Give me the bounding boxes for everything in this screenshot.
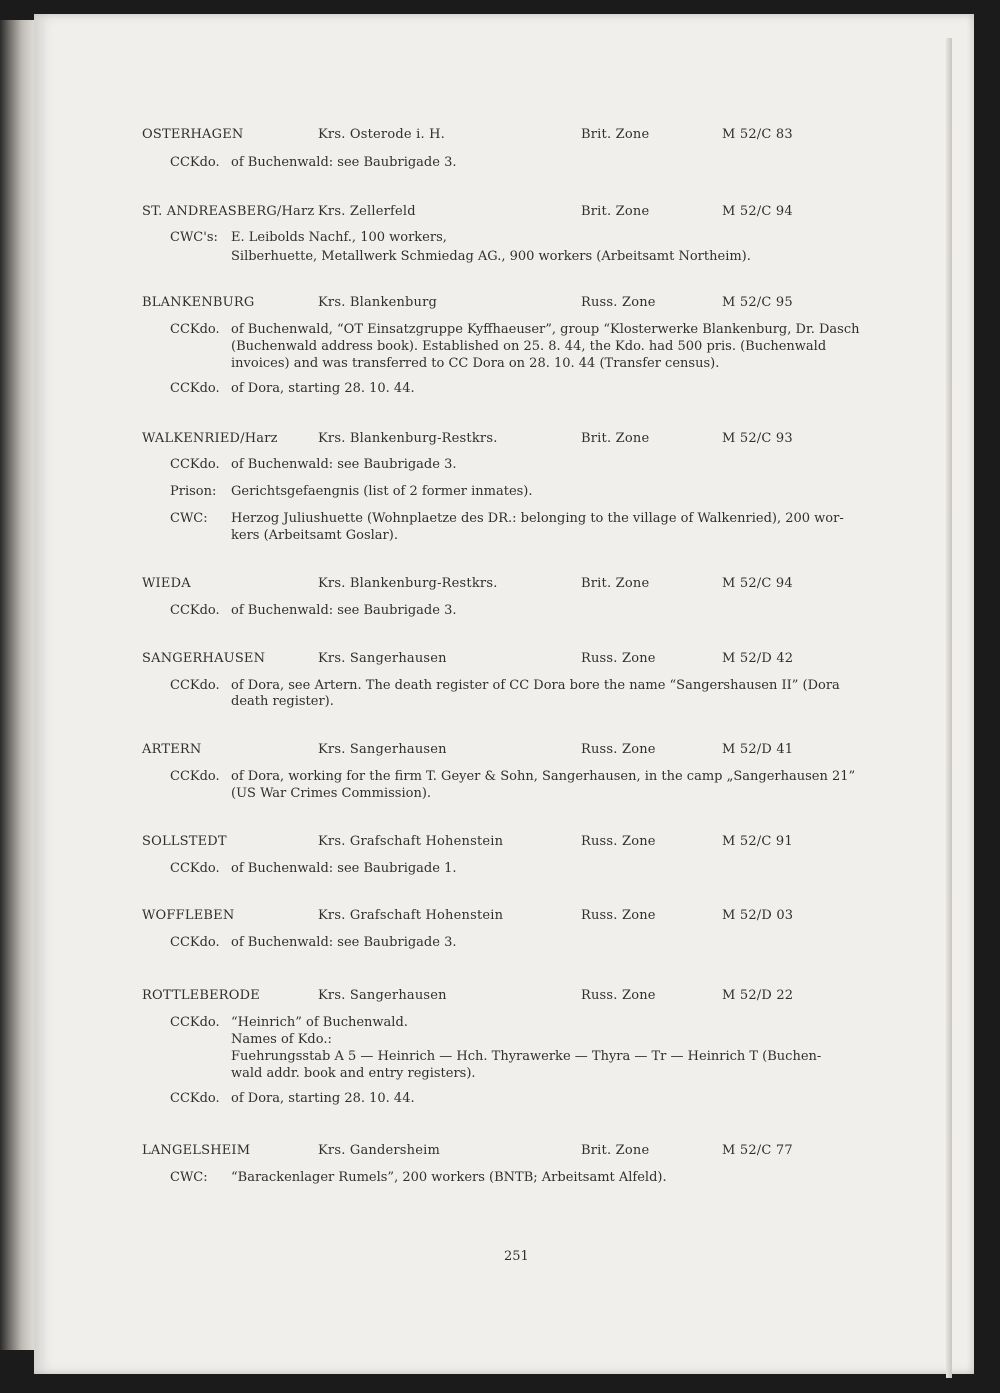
district-name: Krs. Blankenburg-Restkrs. [318,431,498,446]
entry-text: death register). [231,694,334,709]
map-reference: M 52/D 41 [722,742,794,757]
entry-text: of Dora, working for the firm T. Geyer & Sohn, Sangerhausen, in the camp „Sangerhausen 21” [231,769,856,784]
entry-text: Herzog Juliushuette (Wohnplaetze des DR.: belonging to the village of Walkenried), 200 wor- [231,511,844,526]
place-name: SOLLSTEDT [142,834,227,849]
entry-header [34,431,974,449]
entry-text: wald addr. book and entry registers). [231,1066,476,1081]
zone-label: Russ. Zone [581,988,656,1003]
district-name: Krs. Sangerhausen [318,742,447,757]
entry-text: of Buchenwald: see Baubrigade 1. [231,861,457,876]
entry-text: kers (Arbeitsamt Goslar). [231,528,398,543]
entry-header [34,908,974,926]
entry-label: CWC's: [170,230,218,245]
document-page [34,14,974,1374]
entry-label: CCKdo. [170,769,220,784]
map-reference: M 52/C 95 [722,295,793,310]
zone-label: Brit. Zone [581,204,650,219]
map-reference: M 52/C 91 [722,834,793,849]
district-name: Krs. Grafschaft Hohenstein [318,834,504,849]
zone-label: Brit. Zone [581,431,650,446]
entry-text: of Dora, see Artern. The death register of CC Dora bore the name “Sangershausen II” (Dora [231,678,840,693]
entry-header [34,651,974,669]
map-reference: M 52/D 03 [722,908,794,923]
entry-label: CCKdo. [170,603,220,618]
zone-label: Brit. Zone [581,576,650,591]
entry-label: CCKdo. [170,457,220,472]
entry-label: CWC: [170,511,208,526]
entry-text: “Heinrich” of Buchenwald. [231,1015,408,1030]
entry-text: Names of Kdo.: [231,1032,332,1047]
place-name: ROTTLEBERODE [142,988,260,1003]
entry-header [34,127,974,145]
entry-text: “Barackenlager Rumels”, 200 workers (BNTB; Arbeitsamt Alfeld). [231,1170,667,1185]
place-name: LANGELSHEIM [142,1143,251,1158]
entry-label: CCKdo. [170,155,220,170]
entry-text: Gerichtsgefaengnis (list of 2 former inmates). [231,484,533,499]
place-name: SANGERHAUSEN [142,651,266,666]
entry-text: of Dora, starting 28. 10. 44. [231,1091,415,1106]
map-reference: M 52/C 77 [722,1143,793,1158]
zone-label: Russ. Zone [581,834,656,849]
entry-text: (US War Crimes Commission). [231,786,432,801]
entry-label: CCKdo. [170,1015,220,1030]
entry-text: of Buchenwald: see Baubrigade 3. [231,935,457,950]
place-name: OSTERHAGEN [142,127,244,142]
entry-header [34,204,974,222]
entry-header [34,576,974,594]
entry-header [34,742,974,760]
page-number: 251 [504,1249,529,1264]
place-name: ARTERN [142,742,202,757]
place-name: WALKENRIED/Harz [142,431,278,446]
zone-label: Brit. Zone [581,127,650,142]
entry-label: CCKdo. [170,1091,220,1106]
place-name: WOFFLEBEN [142,908,235,923]
district-name: Krs. Zellerfeld [318,204,416,219]
district-name: Krs. Blankenburg [318,295,438,310]
entry-text: Fuehrungsstab A 5 — Heinrich — Hch. Thyrawerke — Thyra — Tr — Heinrich T (Buchen- [231,1049,822,1064]
map-reference: M 52/C 93 [722,431,793,446]
entry-header [34,1143,974,1161]
entry-label: CCKdo. [170,678,220,693]
entry-text: (Buchenwald address book). Established on 25. 8. 44, the Kdo. had 500 pris. (Buchenwald [231,339,827,354]
entry-text: of Buchenwald: see Baubrigade 3. [231,457,457,472]
map-reference: M 52/C 83 [722,127,793,142]
district-name: Krs. Blankenburg-Restkrs. [318,576,498,591]
entry-header [34,295,974,313]
entry-text: of Buchenwald, “OT Einsatzgruppe Kyffhaeuser”, group “Klosterwerke Blankenburg, Dr. Dasch [231,322,860,337]
entry-text: of Dora, starting 28. 10. 44. [231,381,415,396]
place-name: WIEDA [142,576,191,591]
entry-label: CCKdo. [170,861,220,876]
map-reference: M 52/C 94 [722,204,793,219]
place-name: BLANKENBURG [142,295,255,310]
page-edge [946,38,952,1378]
map-reference: M 52/C 94 [722,576,793,591]
entry-label: CCKdo. [170,935,220,950]
entry-label: CCKdo. [170,322,220,337]
entry-text: of Buchenwald: see Baubrigade 3. [231,603,457,618]
book-gutter [0,20,36,1350]
entry-text: invoices) and was transferred to CC Dora on 28. 10. 44 (Transfer census). [231,356,720,371]
map-reference: M 52/D 42 [722,651,794,666]
entry-label: Prison: [170,484,217,499]
map-reference: M 52/D 22 [722,988,794,1003]
district-name: Krs. Sangerhausen [318,651,447,666]
entry-header [34,988,974,1006]
entry-text: E. Leibolds Nachf., 100 workers, [231,230,447,245]
entry-text: Silberhuette, Metallwerk Schmiedag AG., 900 workers (Arbeitsamt Northeim). [231,249,751,264]
zone-label: Russ. Zone [581,295,656,310]
entry-label: CCKdo. [170,381,220,396]
entry-text: of Buchenwald: see Baubrigade 3. [231,155,457,170]
entry-header [34,834,974,852]
district-name: Krs. Sangerhausen [318,988,447,1003]
zone-label: Russ. Zone [581,651,656,666]
zone-label: Russ. Zone [581,908,656,923]
district-name: Krs. Gandersheim [318,1143,441,1158]
zone-label: Brit. Zone [581,1143,650,1158]
district-name: Krs. Osterode i. H. [318,127,445,142]
entry-label: CWC: [170,1170,208,1185]
district-name: Krs. Grafschaft Hohenstein [318,908,504,923]
zone-label: Russ. Zone [581,742,656,757]
place-name: ST. ANDREASBERG/Harz [142,204,315,219]
